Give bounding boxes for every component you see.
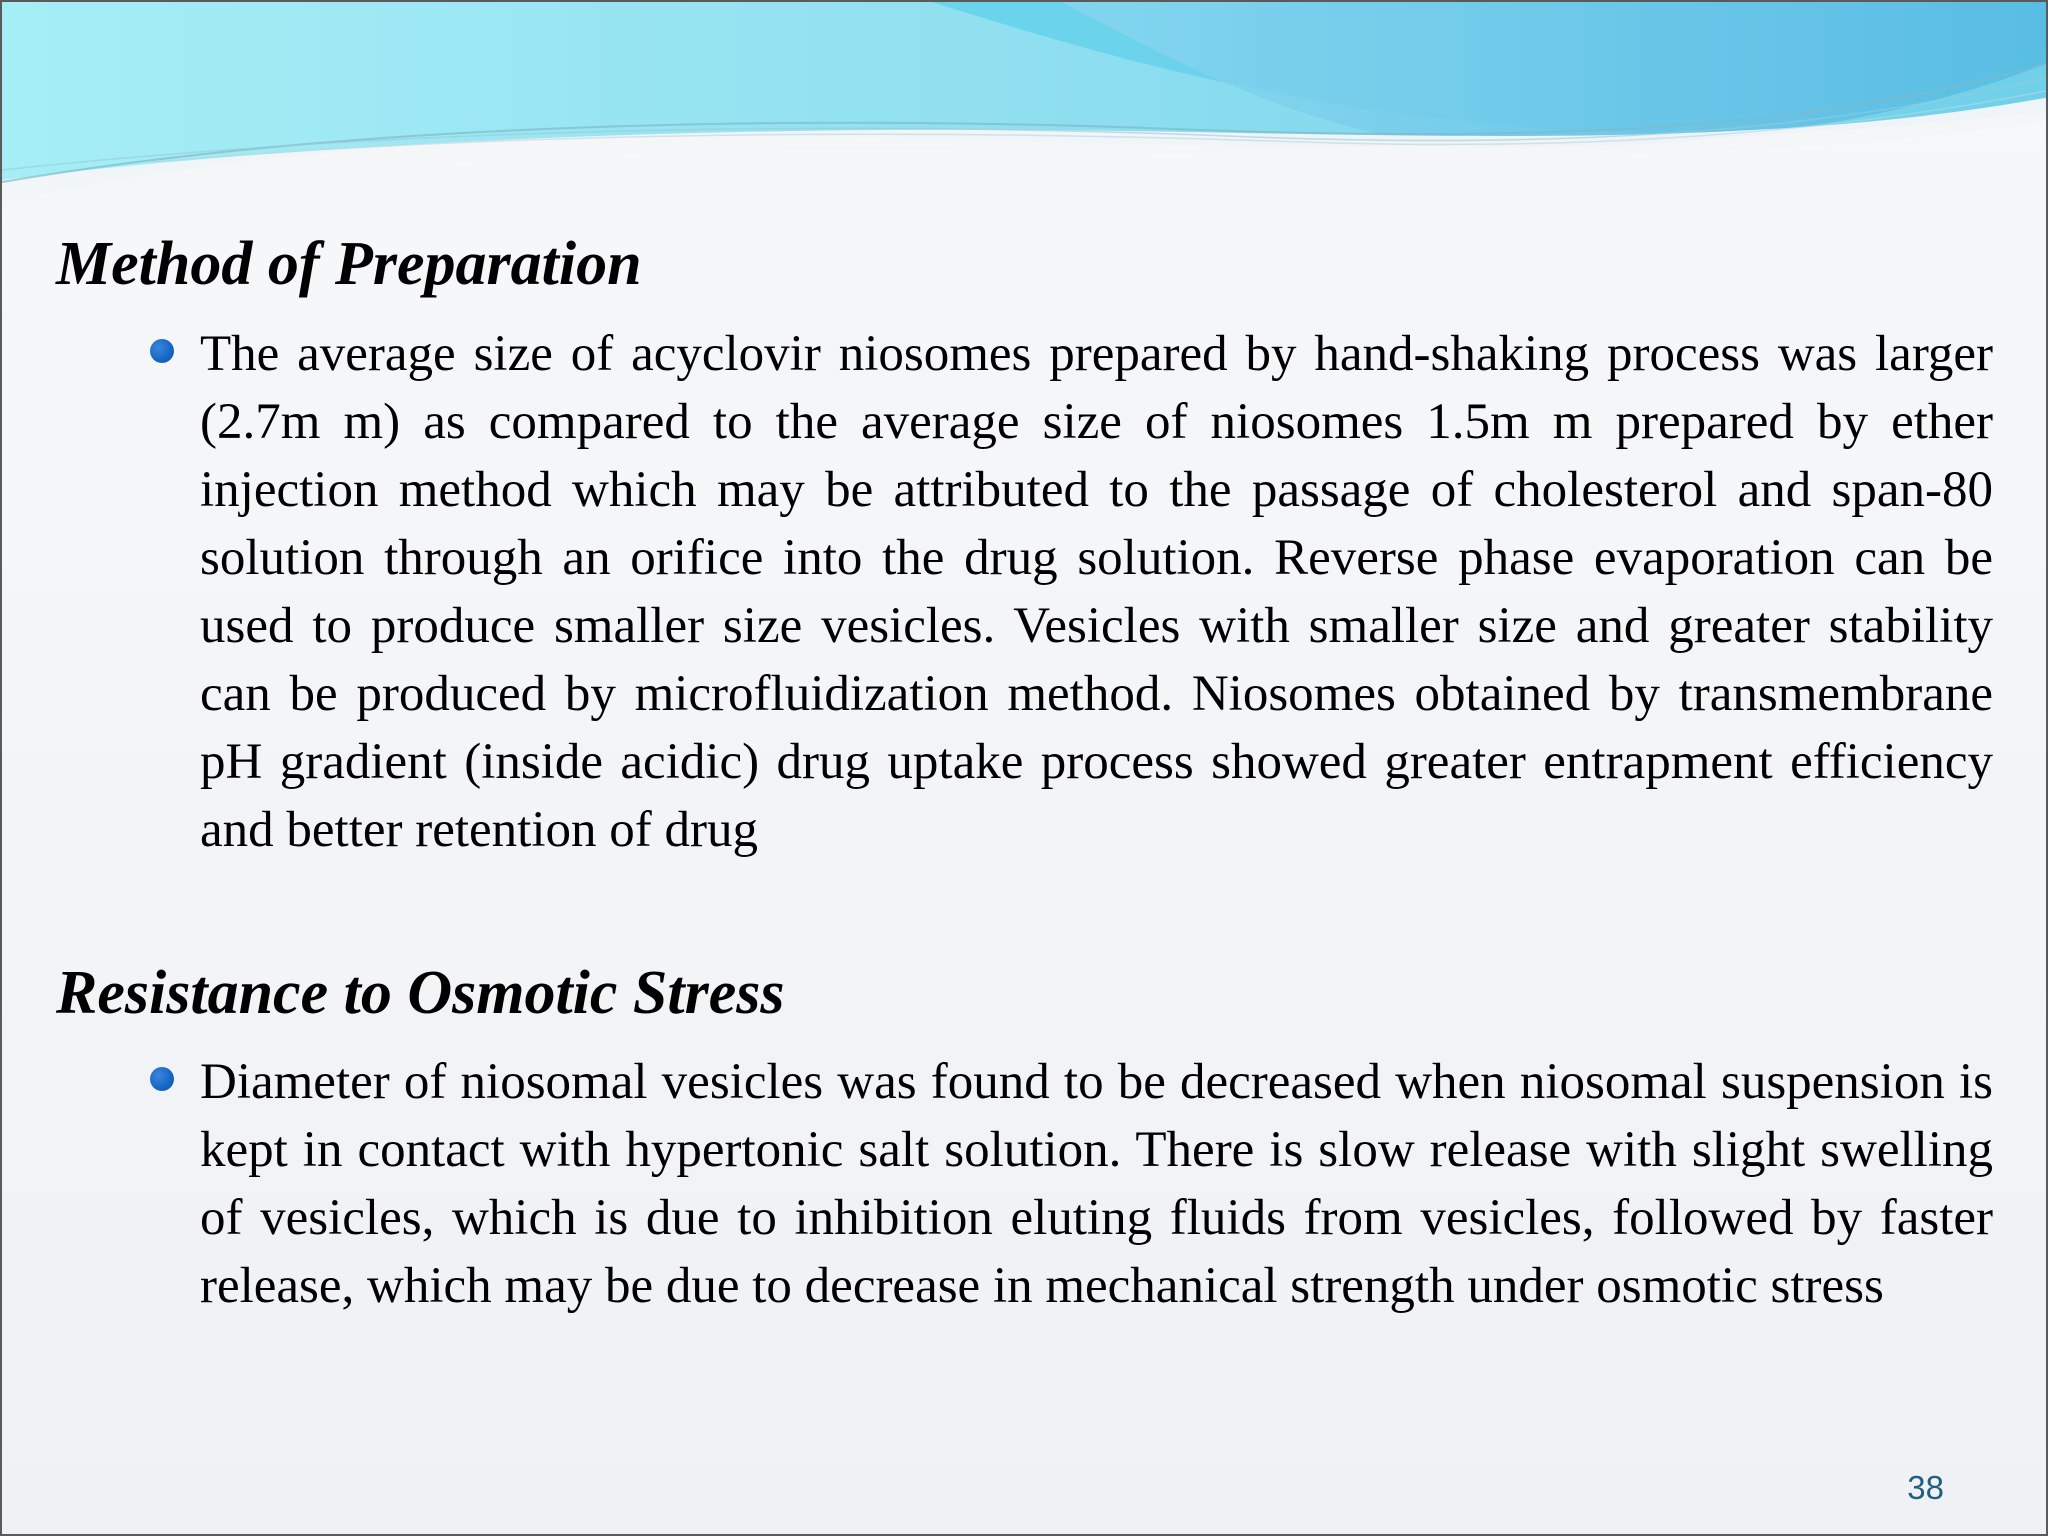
bullet-item-resistance-to-osmotic-stress — [200, 1048, 1993, 1320]
bullet-item-method-of-preparation — [200, 320, 1993, 864]
section-title-method-of-preparation: Method of Preparation — [56, 230, 642, 298]
page-number: 38 — [1907, 1469, 1944, 1506]
section-title-resistance-to-osmotic-stress: Resistance to Osmotic Stress — [56, 959, 785, 1027]
bullet-text: The average size of acyclovir niosomes prepared by hand-shaking process was larger (2.7m m) as compared to the average size of niosomes 1.5m m prepared by ether injection method which may be attributed to the passage of cholesterol and span-80 solution through an orifice into the drug solution. Reverse phase evaporation can be used to produce smaller size vesicles. Vesicles with smaller size and greater stability can be produced by microfluidization method. Niosomes obtained by transmembrane pH gradient (inside acidic) drug uptake process showed greater entrapment efficiency and better retention of drug — [200, 326, 1993, 858]
bullet-icon — [150, 339, 174, 363]
bullet-icon — [150, 1067, 174, 1091]
bullet-text: Diameter of niosomal vesicles was found to be decreased when niosomal suspension is kept in contact with hypertonic salt solution. There is slow release with slight swelling of vesicles, which is due to inhibition eluting fluids from vesicles, followed by faster release, which may be due to decrease in mechanical strength under osmotic stress — [200, 1054, 1993, 1314]
header-wave-decoration — [2, 2, 2048, 242]
